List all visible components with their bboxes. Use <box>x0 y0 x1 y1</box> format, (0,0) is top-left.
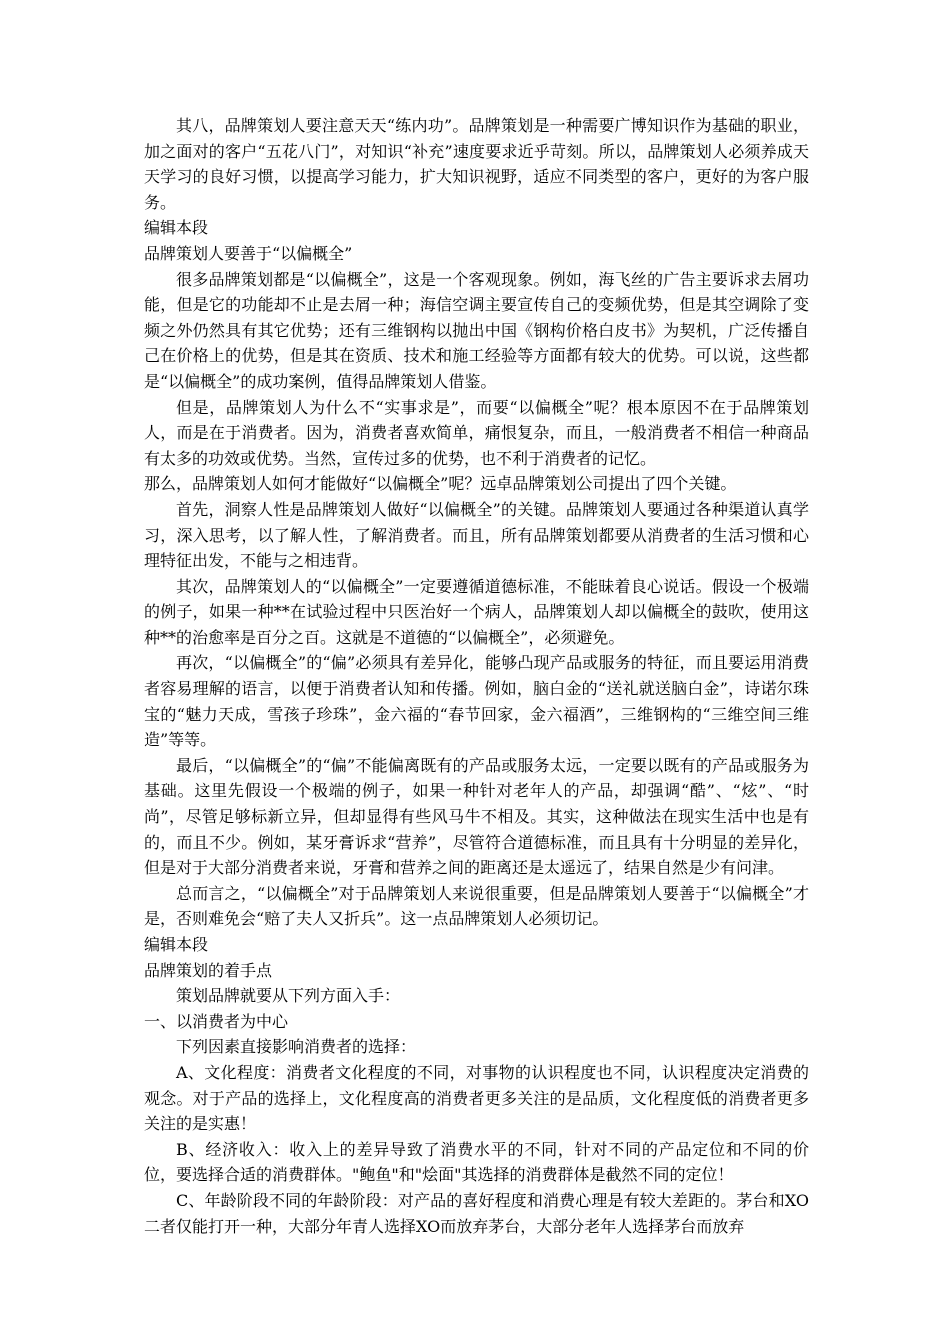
paragraph-first-key: 首先，洞察人性是品牌策划人做好“以偏概全”的关键。品牌策划人要通过各种渠道认真学习，深入思考，以了解人性，了解消费者。而且，所有品牌策划都要从消费者的生活习惯和心理特征出发，不能与之相违背。 <box>144 499 809 571</box>
edit-section-label: 编辑本段 <box>144 935 209 954</box>
paragraph-factor-income: B、经济收入：收入上的差异导致了消费水平的不同，针对不同的产品定位和不同的价位，要选择合适的消费群体。"鲍鱼"和"烩面"其选择的消费群体是截然不同的定位！ <box>144 1139 809 1185</box>
paragraph-examples: 很多品牌策划都是“以偏概全”，这是一个客观现象。例如，海飞丝的广告主要诉求去屑功能，但是它的功能却不止是去屑一种；海信空调主要宣传自己的变频优势，但是其空调除了变频之外仍然具有其它优势；还有三维钢构以抛出中国《钢构价格白皮书》为契机，广泛传播自己在价格上的优势，但是其在资质、技术和施工经验等方面都有较大的优势。可以说，这些都是“以偏概全”的成功案例，值得品牌策划人借鉴。 <box>144 269 809 391</box>
paragraph-fourth-key: 最后，“以偏概全”的“偏”不能偏离既有的产品或服务太远，一定要以既有的产品或服务为基础。这里先假设一个极端的例子，如果一种针对老年人的产品，却强调“酷”、“炫”、“时尚”，尽管足够标新立异，但却显得有些风马牛不相及。其实，这种做法在现实生活中也是有的，而且不少。例如，某牙膏诉求“营养”，尽管符合道德标准，而且具有十分明显的差异化，但是对于大部分消费者来说，牙膏和营养之间的距离还是太遥远了，结果自然是少有问津。 <box>144 755 809 878</box>
paragraph-conclusion: 总而言之，“以偏概全”对于品牌策划人来说很重要，但是品牌策划人要善于“以偏概全”才是，否则难免会“赔了夫人又折兵”。这一点品牌策划人必须切记。 <box>144 883 809 929</box>
paragraph-third-key: 再次，“以偏概全”的“偏”必须具有差异化，能够凸现产品或服务的特征，而且要运用消费者容易理解的语言，以便于消费者认知和传播。例如，脑白金的“送礼就送脑白金”，诗诺尔珠宝的“魅力天成，雪孩子珍珠”，金六福的“春节回家，金六福酒”，三维钢构的“三维空间三维造”等等。 <box>144 653 809 750</box>
subheading-consumer-centered: 一、以消费者为中心 <box>144 1011 289 1031</box>
document-body <box>144 113 809 1239</box>
paragraph-factors-intro: 下列因素直接影响消费者的选择： <box>176 1037 417 1057</box>
section-heading-generalize: 品牌策划人要善于“以偏概全” <box>144 243 353 263</box>
paragraph-factor-age: C、年龄阶段不同的年龄阶段：对产品的喜好程度和消费心理是有较大差距的。茅台和XO二者仅能打开一种，大部分年青人选择XO而放弃茅台，大部分老年人选择茅台而放弃 <box>144 1190 809 1236</box>
section-heading-starting-points: 品牌策划的着手点 <box>144 960 273 980</box>
paragraph-second-key: 其次，品牌策划人的“以偏概全”一定要遵循道德标准，不能昧着良心说话。假设一个极端的例子，如果一种**在试验过程中只医治好一个病人，品牌策划人却以偏概全的鼓吹，使用这种**的治愈率是百分之百。这就是不道德的“以偏概全”，必须避免。 <box>144 576 809 647</box>
paragraph-habit: 其八，品牌策划人要注意天天“练内功”。品牌策划是一种需要广博知识作为基础的职业，加之面对的客户“五花八门”，对知识“补充”速度要求近乎苛刻。所以，品牌策划人必须养成天天学习的良好习惯，以提高学习能力，扩大知识视野，适应不同类型的客户，更好的为客户服务。 <box>144 116 809 212</box>
paragraph-intro: 策划品牌就要从下列方面入手： <box>176 986 401 1006</box>
paragraph-reason: 但是，品牌策划人为什么不“实事求是”，而要“以偏概全”呢？根本原因不在于品牌策划人，而是在于消费者。因为，消费者喜欢简单，痛恨复杂，而且，一般消费者不相信一种商品有太多的功效或优势。当然，宣传过多的优势，也不利于消费者的记忆。 <box>144 397 809 468</box>
edit-section-label: 编辑本段 <box>144 218 209 238</box>
paragraph-factor-education: A、文化程度：消费者文化程度的不同，对事物的认识程度也不同，认识程度决定消费的观念。对于产品的选择上，文化程度高的消费者更多关注的是品质，文化程度低的消费者更多关注的是实惠！ <box>144 1062 809 1134</box>
paragraph-four-keys: 那么，品牌策划人如何才能做好“以偏概全”呢？远卓品牌策划公司提出了四个关键。 <box>144 474 737 494</box>
